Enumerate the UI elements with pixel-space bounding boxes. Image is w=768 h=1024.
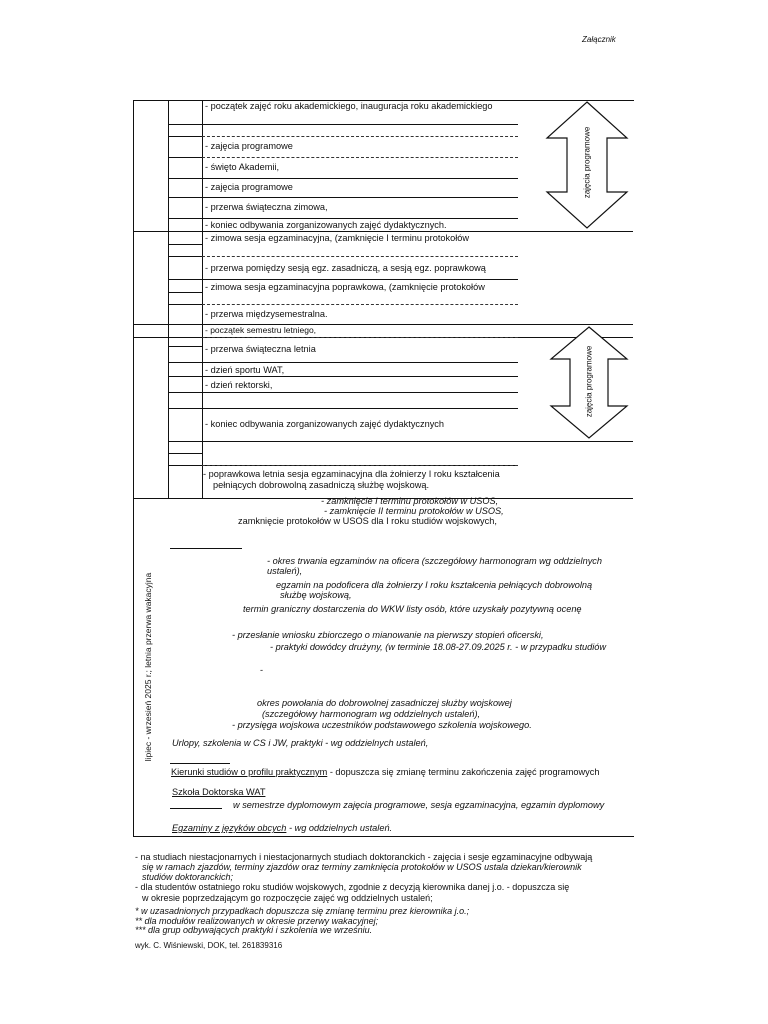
service-call-up-cont: (szczegółowy harmonogram wg oddzielnych ustaleń),	[262, 709, 481, 719]
note-part-time-2: się w ramach zjazdów, terminy zjazdów oraz terminy zamknięcia protokołów w USOS ustala dziekan/kierownik	[142, 862, 582, 872]
row-line	[168, 292, 202, 293]
row-line	[168, 376, 518, 377]
blank-line	[170, 808, 222, 809]
nco-exam: egzamin na podoficera dla żołnierzy I roku kształcenia pełniących dobrowolną	[276, 580, 593, 590]
academy-day: - święto Akademii,	[205, 162, 280, 172]
language-exams-text: - wg oddzielnych ustaleń.	[286, 823, 393, 833]
section-sep-late	[168, 441, 633, 442]
row-line	[168, 256, 202, 257]
language-exams-link[interactable]: Egzaminy z języków obcych	[172, 823, 287, 833]
section-sep-winter-session	[133, 231, 633, 232]
row-line	[168, 178, 518, 179]
leave-training: Urlopy, szkolenia w CS i JW, praktyki - wg oddzielnych ustaleń,	[172, 738, 429, 748]
dashed-sep	[202, 136, 518, 137]
note-star-1: * w uzasadnionych przypadkach dopuszcza się zmianę terminu prez kierownika j.o.;	[135, 906, 470, 916]
arrow-label-winter: zajęcia programowe	[582, 126, 592, 199]
author-footer: wyk. C. Wiśniewski, DOK, tel. 261839316	[135, 941, 283, 950]
col-divider-1	[168, 100, 169, 498]
winter-session: - zimowa sesja egzaminacyjna, (zamknięcie I terminu protokołów	[205, 233, 469, 243]
summer-resit-session-cont: pełniących dobrowolną zasadniczą służbę wojskową.	[213, 480, 430, 490]
military-oath: - przysięga wojskowa uczestników podstawowego szkolenia wojskowego.	[232, 720, 532, 730]
winter-break: - przerwa świąteczna zimowa,	[205, 202, 328, 212]
blank-line	[170, 763, 230, 764]
blank-line	[170, 548, 242, 549]
row-line	[168, 304, 202, 305]
note-last-year-2: w okresie poprzedzającym go rozpoczęcie zajęć wg oddzielnych ustaleń;	[142, 893, 433, 903]
summer-start: - początek semestru letniego,	[205, 325, 317, 335]
note-star-2: ** dla modułów realizowanych w okresie przerwy wakacyjnej;	[135, 916, 379, 926]
dashed-sep	[202, 465, 518, 466]
row-line	[168, 244, 202, 245]
note-star-3: *** dla grup odbywających praktyki i szkolenia we wrześniu.	[135, 925, 373, 935]
diploma-semester: w semestrze dyplomowym zajęcia programowe, sesja egzaminacyjna, egzamin dyplomowy	[233, 800, 605, 810]
officer-nomination: - przesłanie wniosku zbiorczego o mianowanie na pierwszy stopień oficerski,	[232, 630, 544, 640]
rector-day: - dzień rektorski,	[205, 380, 273, 390]
summer-resit-session: - poprawkowa letnia sesja egzaminacyjna dla żołnierzy I roku kształcenia	[203, 469, 500, 479]
attachment-label: Załącznik	[582, 35, 616, 44]
note-part-time: - na studiach niestacjonarnych i niestacjonarnych studiach doktoranckich - zajęcia i sesje egzaminacyjne odbywają	[135, 852, 593, 862]
dashed-sep	[202, 256, 518, 257]
row-line	[168, 136, 202, 137]
officer-exams-cont: ustaleń),	[267, 566, 303, 576]
winter-classes-2: - zajęcia programowe	[205, 182, 293, 192]
row-line	[168, 392, 518, 393]
row-line	[168, 346, 202, 347]
vacation-side-label: lipiec - wrzesień 2025 r.; letnia przerwa wakacyjna	[143, 572, 153, 762]
row-line	[168, 362, 518, 363]
usos-close-2: - zamknięcie II terminu protokołów w USOS,	[324, 506, 504, 516]
doctoral-school[interactable]: Szkoła Doktorska WAT	[172, 787, 266, 797]
semester-break: - przerwa międzysemestralna.	[205, 309, 328, 319]
dashed-sep	[202, 157, 518, 158]
arrow-label-summer: zajęcia programowe	[584, 345, 594, 418]
winter-start: - początek zajęć roku akademickiego, inauguracja roku akademickiego	[205, 101, 493, 111]
practical-profile-note	[171, 767, 599, 778]
winter-classes-1: - zajęcia programowe	[205, 141, 293, 151]
usos-close-1: - zamknięcie I terminu protokołów w USOS,	[321, 496, 499, 506]
wkw-deadline: termin graniczny dostarczenia do WKW listy osób, które uzyskały pozytywną ocenę	[243, 604, 582, 614]
note-part-time-3: studiów doktoranckich;	[142, 872, 234, 882]
session-break: - przerwa pomiędzy sesją egz. zasadniczą, a sesją egz. poprawkową	[205, 263, 486, 273]
row-line	[168, 218, 518, 219]
officer-exams: - okres trwania egzaminów na oficera (szczegółowy harmonogram wg oddzielnych	[267, 556, 602, 566]
squad-leader-practice: - praktyki dowódcy drużyny, (w terminie 18.08-27.09.2025 r. - w przypadku studiów	[270, 642, 607, 652]
nco-exam-cont: służbę wojskową,	[280, 590, 352, 600]
row-line	[168, 124, 518, 125]
summer-break: - przerwa świąteczna letnia	[205, 344, 316, 354]
row-line	[168, 157, 202, 158]
row-line	[168, 453, 202, 454]
service-call-up: okres powołania do dobrowolnej zasadniczej służby wojskowej	[257, 698, 512, 708]
sport-day: - dzień sportu WAT,	[205, 365, 285, 375]
winter-resit-session: - zimowa sesja egzaminacyjna poprawkowa, (zamknięcie protokołów	[205, 282, 485, 292]
row-line	[168, 197, 518, 198]
empty-entry: -	[260, 665, 264, 675]
note-last-year: - dla studentów ostatniego roku studiów wojskowych, zgodnie z decyzją kierownika danej j.o. - dopuszcza się	[135, 882, 570, 892]
dashed-sep	[202, 337, 518, 338]
winter-classes-end: - koniec odbywania zorganizowanych zajęć dydaktycznych.	[205, 220, 447, 230]
practical-profile-text: - dopuszcza się zmianę terminu zakończenia zajęć programowych	[327, 767, 600, 777]
row-line	[168, 408, 518, 409]
col-divider-2	[202, 100, 203, 498]
language-exams-note	[172, 823, 392, 834]
practical-profile-link[interactable]: Kierunki studiów o profilu praktycznym	[171, 767, 328, 777]
summer-classes-end: - koniec odbywania zorganizowanych zajęć dydaktycznych	[205, 419, 445, 429]
dashed-sep	[202, 304, 518, 305]
usos-close-first-year: zamknięcie protokołów w USOS dla I roku studiów wojskowych,	[238, 516, 497, 526]
row-line	[168, 279, 518, 280]
